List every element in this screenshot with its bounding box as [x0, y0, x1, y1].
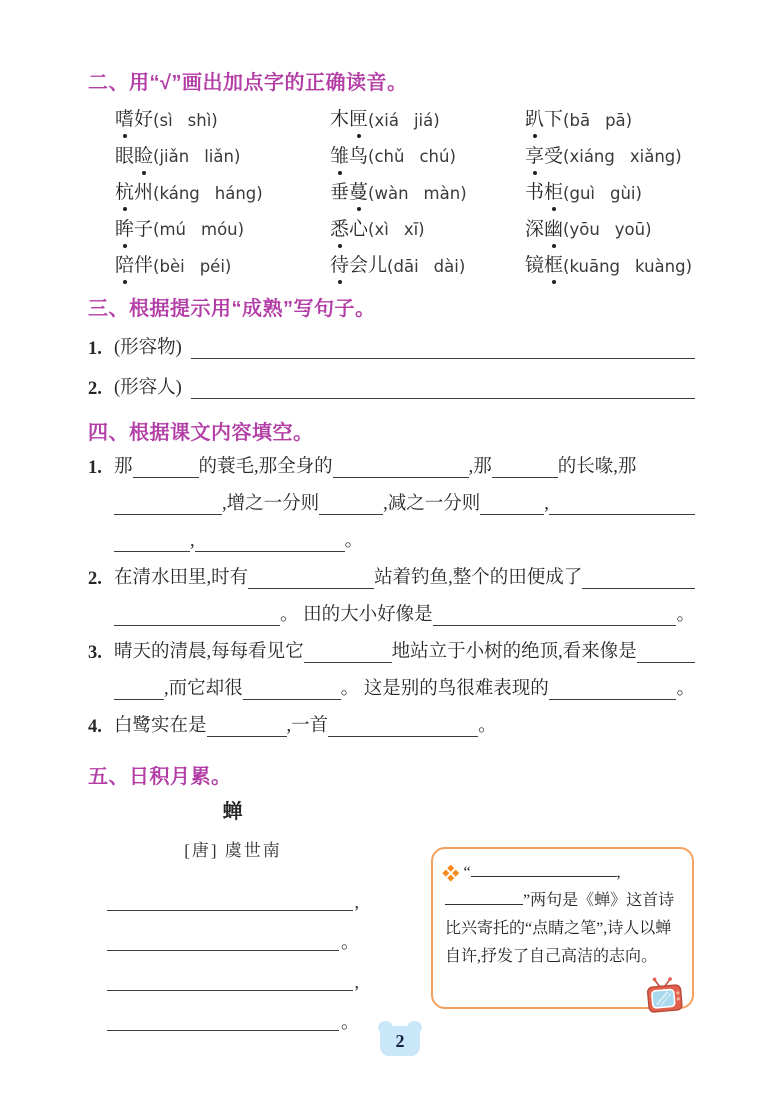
character: 儿	[368, 255, 388, 277]
fill-blank	[480, 512, 544, 515]
pinyin-option-1: (mú	[153, 220, 186, 240]
poem-blank-line	[107, 875, 359, 915]
fill-blank	[328, 734, 478, 737]
pinyin-option-1: (xiáng	[563, 147, 615, 167]
question-line	[88, 705, 695, 742]
character: 垂	[330, 182, 350, 204]
poem-punctuation: ,	[354, 972, 359, 992]
question-text: 那	[114, 457, 133, 478]
pinyin-options	[368, 184, 467, 203]
item-number: 1.	[88, 457, 102, 478]
fill-blank	[114, 697, 164, 700]
pinyin-option-2: kuàng)	[635, 256, 693, 276]
word-item	[525, 139, 695, 176]
fill-blank	[114, 623, 280, 626]
pinyin-options	[387, 257, 465, 276]
note-text	[445, 864, 674, 965]
word-characters	[330, 109, 368, 131]
word-characters	[330, 146, 368, 168]
fill-blank	[107, 948, 339, 951]
pinyin-option-1: (bèi	[153, 256, 185, 276]
pinyin-option-2: shì)	[187, 110, 218, 130]
dotted-character: 陪	[115, 255, 135, 277]
note-fill-blank	[445, 890, 523, 905]
pinyin-options	[153, 111, 218, 130]
pinyin-option-1: (jiǎn	[153, 147, 190, 167]
question-text: 。 这是别的鸟很难表现的	[340, 679, 549, 700]
word-characters	[330, 182, 368, 204]
fill-blank	[549, 697, 677, 700]
note-text-segment: ,	[616, 864, 621, 881]
question-text: 的长喙,那	[557, 457, 637, 478]
pinyin-option-2: jiá)	[413, 110, 440, 130]
dotted-character: 雏	[330, 145, 350, 167]
dotted-character: 柜	[544, 182, 564, 204]
dotted-character: 睑	[134, 145, 154, 167]
poem-blank-line	[107, 955, 359, 995]
pinyin-option-2: yoū)	[614, 220, 652, 240]
poem-author: [唐] 虞世南	[184, 841, 282, 860]
fill-blank	[107, 988, 353, 991]
word-item	[525, 175, 695, 212]
question-line	[88, 631, 695, 668]
question-text: 在清水田里,时有	[114, 568, 249, 589]
word-item	[525, 248, 695, 285]
question-text: ,那	[468, 457, 492, 478]
word-item	[115, 175, 330, 212]
item-label: (形容物)	[114, 338, 192, 359]
note-text-segment: “	[463, 864, 471, 881]
pinyin-option-2: pā)	[605, 110, 633, 130]
character: 深	[525, 218, 545, 240]
sentence-writing-items	[88, 324, 695, 404]
dotted-character: 匣	[349, 109, 369, 131]
word-item	[525, 212, 695, 249]
poem-punctuation: 。	[341, 932, 359, 952]
pinyin-options	[368, 147, 456, 166]
word-characters	[525, 219, 563, 241]
question-line	[88, 557, 695, 594]
word-characters	[115, 219, 153, 241]
pinyin-option-2: xī)	[403, 220, 425, 240]
question-line	[88, 668, 695, 705]
word-item	[525, 102, 695, 139]
dotted-character: 眸	[115, 218, 135, 240]
pinyin-option-1: (dāi	[387, 256, 419, 276]
word-item	[115, 139, 330, 176]
dotted-character: 框	[544, 255, 564, 277]
dotted-character: 幽	[544, 218, 564, 240]
fill-blank	[319, 512, 383, 515]
question-text: ,而它却很	[164, 679, 243, 700]
note-fill-blank	[471, 862, 617, 877]
character: 州	[134, 182, 154, 204]
question-text: 晴天的清晨,每每看见它	[114, 642, 304, 663]
question-text: 站着钓鱼,整个的田便成了	[374, 568, 583, 589]
item-number: 1.	[88, 338, 102, 359]
word-item	[330, 102, 525, 139]
fill-blank	[582, 586, 695, 589]
fill-blank	[114, 512, 222, 515]
dotted-character: 悉	[330, 218, 350, 240]
word-item	[330, 139, 525, 176]
pinyin-options	[563, 257, 692, 276]
fill-blank	[549, 512, 695, 515]
pinyin-option-1: (káng	[153, 183, 200, 203]
character: 心	[349, 218, 369, 240]
pinyin-option-1: (xiá	[368, 110, 399, 130]
pinyin-option-2: háng)	[214, 183, 263, 203]
pinyin-option-1: (guì	[563, 183, 595, 203]
pinyin-option-2: péi)	[199, 256, 232, 276]
fill-blank	[304, 660, 392, 663]
pinyin-options	[153, 147, 240, 166]
pinyin-option-1: (yōu	[563, 220, 600, 240]
question-line	[88, 446, 695, 483]
question-text: ,	[190, 531, 195, 552]
question-text: ,减之一分则	[383, 494, 481, 515]
question-text: 。	[344, 531, 364, 552]
fill-blank	[637, 660, 695, 663]
pinyin-option-2: liǎn)	[204, 147, 241, 167]
fill-blank	[243, 697, 341, 700]
word-characters	[525, 182, 563, 204]
item-number: 3.	[88, 642, 102, 663]
note-text-segment: ”两句是《蝉》这首诗比兴寄托的“点睛之笔”,诗人以蝉自许,抒发了自己高洁的志向。	[445, 892, 675, 965]
pinyin-option-2: xiǎng)	[629, 147, 682, 167]
section-two-heading: 二、用“√”画出加点字的正确读音。	[88, 72, 408, 94]
word-characters	[115, 109, 153, 131]
question-text: 。 田的大小好像是	[280, 605, 433, 626]
pinyin-options	[563, 184, 642, 203]
question-text: ,增之一分则	[222, 494, 320, 515]
question-text: 白鹭实在是	[114, 716, 207, 737]
question-line	[88, 483, 695, 520]
item-label: (形容人)	[114, 378, 192, 399]
question-text: 地站立于小树的绝顶,看来像是	[391, 642, 637, 663]
fill-blank	[248, 586, 374, 589]
poem-blank-lines	[107, 875, 359, 1035]
pinyin-options	[368, 220, 425, 239]
word-characters	[525, 255, 563, 277]
fill-blank	[492, 475, 558, 478]
word-characters	[115, 255, 153, 277]
question-line	[88, 520, 695, 557]
question-text: 的蓑毛,那全身的	[198, 457, 333, 478]
pinyin-option-1: (bā	[563, 110, 591, 130]
poem-blank-line	[107, 915, 359, 955]
character: 镜	[525, 255, 545, 277]
fill-blank	[433, 623, 677, 626]
pinyin-option-1: (sì	[153, 110, 173, 130]
poem-note-box	[431, 847, 694, 1009]
character: 会	[349, 255, 369, 277]
dotted-character: 享	[525, 145, 545, 167]
character: 书	[525, 182, 545, 204]
dotted-character: 趴	[525, 109, 545, 131]
character: 下	[544, 109, 564, 131]
fill-blank	[191, 396, 695, 399]
word-characters	[330, 255, 387, 277]
fill-blank	[107, 1028, 339, 1031]
dotted-character: 待	[330, 255, 350, 277]
word-item	[330, 248, 525, 285]
page-number: 2	[395, 1031, 405, 1051]
question-text: ,	[544, 494, 549, 515]
question-text: 。	[478, 716, 497, 737]
pinyin-option-2: gùi)	[609, 183, 642, 203]
pinyin-option-1: (wàn	[368, 183, 409, 203]
pinyin-option-1: (xì	[368, 220, 389, 240]
pinyin-options	[368, 111, 440, 130]
character: 受	[544, 145, 564, 167]
pinyin-options	[563, 220, 652, 239]
character: 子	[134, 218, 154, 240]
word-item	[115, 212, 330, 249]
character: 鸟	[349, 145, 369, 167]
sentence-item	[88, 324, 695, 364]
word-characters	[525, 109, 563, 131]
dotted-character: 嗜	[115, 109, 135, 131]
poem-punctuation: 。	[341, 1012, 359, 1032]
fill-blank	[207, 734, 287, 737]
word-characters	[115, 146, 153, 168]
question-line	[88, 594, 695, 631]
word-characters	[525, 146, 563, 168]
pronunciation-word-grid	[115, 102, 695, 285]
section-four-heading: 四、根据课文内容填空。	[88, 422, 314, 444]
item-number: 2.	[88, 568, 102, 589]
fill-blank	[107, 908, 353, 911]
question-text: ,一首	[286, 716, 329, 737]
sentence-item	[88, 364, 695, 404]
pinyin-option-2: dài)	[433, 256, 466, 276]
section-five-heading: 五、日积月累。	[88, 766, 232, 788]
pinyin-options	[153, 257, 231, 276]
character: 木	[330, 109, 350, 131]
word-characters	[330, 219, 368, 241]
character: 好	[134, 109, 154, 131]
poem-blank-line	[107, 995, 359, 1035]
character: 眼	[115, 145, 135, 167]
poem-title: 蝉	[222, 801, 244, 823]
word-item	[330, 212, 525, 249]
page-number-badge	[380, 1026, 420, 1056]
question-text: 。	[676, 605, 695, 626]
pinyin-options	[153, 220, 244, 239]
dotted-character: 蔓	[349, 182, 369, 204]
pinyin-options	[563, 147, 682, 166]
word-item	[115, 248, 330, 285]
fill-blank	[195, 549, 345, 552]
fill-in-blank-items	[88, 446, 695, 742]
diamond-bullet-icon	[443, 864, 459, 880]
pinyin-option-1: (chǔ	[368, 147, 405, 167]
poem-punctuation: ,	[354, 892, 359, 912]
fill-blank	[133, 475, 199, 478]
poem-block	[107, 795, 359, 1035]
word-item	[330, 175, 525, 212]
word-item	[115, 102, 330, 139]
pinyin-option-2: màn)	[423, 183, 467, 203]
pinyin-option-1: (kuāng	[563, 256, 621, 276]
word-characters	[115, 182, 153, 204]
item-number: 4.	[88, 716, 102, 737]
pinyin-options	[153, 184, 263, 203]
item-number: 2.	[88, 378, 102, 399]
tv-icon	[642, 974, 687, 1016]
fill-blank	[333, 475, 469, 478]
section-three-heading: 三、根据提示用“成熟”写句子。	[88, 298, 376, 320]
character: 伴	[134, 255, 154, 277]
pinyin-options	[563, 111, 632, 130]
pinyin-option-2: móu)	[201, 220, 245, 240]
fill-blank	[191, 356, 695, 359]
dotted-character: 杭	[115, 182, 135, 204]
fill-blank	[114, 549, 190, 552]
question-text: 。	[676, 679, 695, 700]
pinyin-option-2: chú)	[419, 147, 456, 167]
